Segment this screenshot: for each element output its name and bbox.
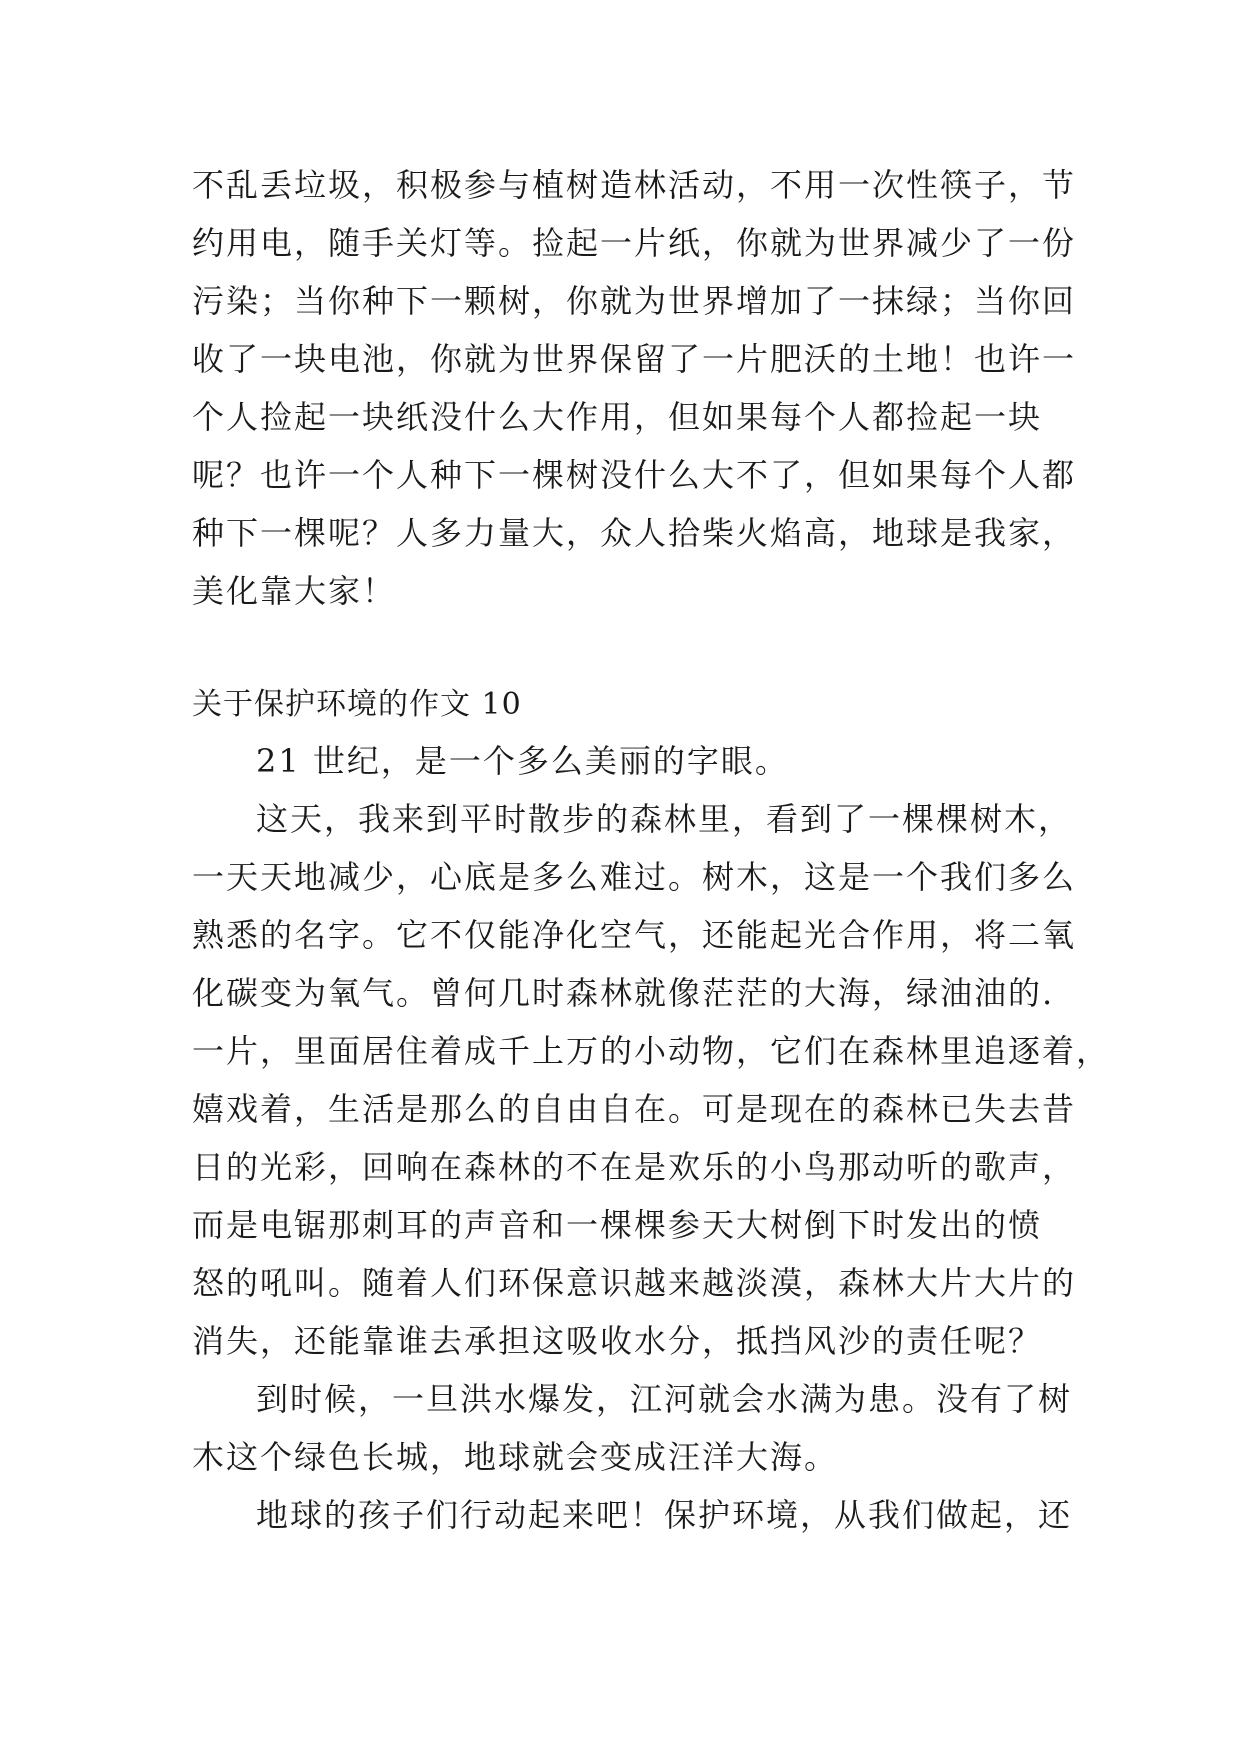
paragraph-first-line: 到时候，一旦洪水爆发，江河就会水满为患。没有了树 (256, 1380, 1073, 1418)
text-line: 污染；当你种下一颗树，你就为世界增加了一抹绿；当你回 (192, 282, 1077, 320)
paragraph-first-line: 地球的孩子们行动起来吧！保护环境，从我们做起，还 (256, 1496, 1073, 1534)
text-line: 个人捡起一块纸没什么大作用，但如果每个人都捡起一块 (192, 398, 1043, 436)
text-line: 熟悉的名字。它不仅能净化空气，还能起光合作用，将二氧 (192, 916, 1077, 954)
text-line: 约用电，随手关灯等。捡起一片纸，你就为世界减少了一份 (192, 224, 1077, 262)
text-line: 种下一棵呢？人多力量大，众人拾柴火焰高，地球是我家， (192, 514, 1077, 552)
text-line: 美化靠大家！ (192, 572, 397, 610)
text-line: 怒的吼叫。随着人们环保意识越来越淡漠，森林大片大片的 (192, 1264, 1077, 1302)
text-line: 不乱丢垃圾，积极参与植树造林活动，不用一次性筷子，节 (192, 166, 1077, 204)
text-line: 而是电锯那刺耳的声音和一棵棵参天大树倒下时发出的愤 (192, 1206, 1043, 1244)
text-line: 木这个绿色长城，地球就会变成汪洋大海。 (192, 1438, 839, 1476)
text-line: 收了一块电池，你就为世界保留了一片肥沃的土地！也许一 (192, 340, 1077, 378)
paragraph-first-line: 21 世纪，是一个多么美丽的字眼。 (256, 742, 789, 780)
text-line: 消失，还能靠谁去承担这吸收水分，抵挡风沙的责任呢？ (192, 1322, 1043, 1360)
text-line: 一天天地减少，心底是多么难过。树木，这是一个我们多么 (192, 858, 1077, 896)
section-title: 关于保护环境的作文 10 (192, 687, 522, 722)
text-line: 呢？也许一个人种下一棵树没什么大不了，但如果每个人都 (192, 456, 1077, 494)
paragraph-first-line: 这天，我来到平时散步的森林里，看到了一棵棵树木， (256, 800, 1073, 838)
text-line: 日的光彩，回响在森林的不在是欢乐的小鸟那动听的歌声， (192, 1148, 1077, 1186)
text-line: 化碳变为氧气。曾何几时森林就像茫茫的大海，绿油油的. (192, 974, 1055, 1012)
text-line: 嬉戏着，生活是那么的自由自在。可是现在的森林已失去昔 (192, 1090, 1077, 1128)
text-line: 一片，里面居住着成千上万的小动物，它们在森林里追逐着， (192, 1032, 1111, 1070)
